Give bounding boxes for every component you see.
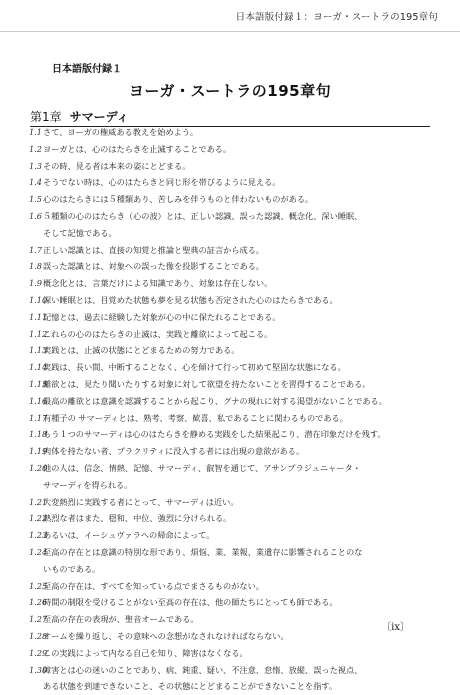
verse-number: 1.14 (29, 362, 48, 373)
chapter-title: サマーディ (69, 110, 129, 124)
header-divider (0, 31, 460, 32)
verse-number: 1.10 (29, 294, 48, 305)
verse-item (0, 426, 460, 443)
verse-text: 最高の離欲とは意識を認識することから起こり、グナの現れに対する渇望がないことである。 (43, 395, 387, 406)
verse-number: 1.29 (29, 647, 48, 658)
verse-number: 1.13 (29, 345, 48, 356)
verse-list (0, 124, 460, 695)
verse-text: 至高の存在とは意識の特別な形であり、煩悩、業、業報、業遺存に影響されることのな (43, 546, 363, 557)
verse-number: 1.28 (29, 630, 48, 641)
verse-item (0, 443, 460, 460)
verse-number: 1.6 (29, 210, 43, 221)
verse-item (0, 410, 460, 427)
verse-text: 肉体を持たない者、プラクリティに没入する者には出現の意欲がある。 (43, 446, 305, 457)
verse-number (0, 225, 43, 242)
verse-number: 1.25 (29, 580, 48, 591)
verse-number (0, 561, 43, 578)
verse-number: 1.17 (29, 412, 48, 423)
verse-text: そして記憶である。 (43, 227, 117, 238)
verse-text: 時間の制限を受けることがない至高の存在は、他の師たちにとっても師である。 (43, 597, 338, 608)
verse-item (0, 124, 460, 141)
verse-number: 1.2 (29, 143, 43, 154)
verse-item (0, 645, 460, 662)
verse-continuation (0, 678, 460, 695)
verse-text: ある状態を到達できないこと、その状態にとどまることができないことを指す。 (43, 681, 338, 692)
verse-text: もう１つのサマーディは心のはたらきを静める実践をした結果起こり、潜在印象だけを残す。 (43, 429, 386, 440)
verse-number: 1.3 (29, 160, 43, 171)
verse-number: 1.22 (29, 513, 48, 524)
verse-text: サマーディを得られる。 (43, 479, 133, 490)
verse-text: そうでない時は、心のはたらきと同じ形を帯びるように見える。 (43, 177, 281, 188)
verse-text: 記憶とは、過去に経験した対象が心の中に保たれることである。 (43, 311, 281, 322)
verse-item (0, 376, 460, 393)
verse-number: 1.9 (29, 278, 43, 289)
verse-number: 1.7 (29, 244, 43, 255)
verse-text: 離欲とは、見たり聞いたりする対象に対して欲望を持たないことを習得することである。 (43, 378, 371, 389)
verse-number: 1.20 (29, 462, 48, 473)
verse-number: 1.11 (29, 311, 48, 322)
verse-text: 有種子の サマーディとは、熟考、考察、歓喜、私であることに関わるものである。 (43, 412, 348, 423)
page-title: ヨーガ・スートラの195章句 (128, 82, 332, 100)
verse-item (0, 292, 460, 309)
verse-text: 大変熱烈に実践する者にとって、サマーディは近い。 (43, 496, 239, 507)
page-number: 〔ix〕 (381, 622, 410, 633)
verse-item (0, 242, 460, 259)
verse-text: あるいは、イーシュヴァラへの帰命によって。 (43, 530, 215, 541)
verse-number: 1.18 (29, 429, 48, 440)
verse-item (0, 510, 460, 527)
verse-number: 1.30 (29, 664, 48, 675)
verse-item (0, 527, 460, 544)
verse-text: さて、ヨーガの権威ある教えを始めよう。 (43, 127, 199, 137)
verse-item (0, 594, 460, 611)
verse-item (0, 460, 460, 477)
verse-number (0, 678, 43, 695)
verse-text: その時、見る者は本来の姿にとどまる。 (43, 160, 191, 171)
verse-text: この実践によって内なる自己を知り、障害はなくなる。 (43, 647, 248, 658)
verse-number: 1.15 (29, 378, 48, 389)
verse-text: 他の人は、信念、情熱、記憶、サマーディ、叡智を通じて、アサンプラジュニャータ・ (43, 462, 361, 473)
verse-item (0, 208, 460, 225)
verse-continuation (0, 561, 460, 578)
verse-text: オームを繰り返し、その意味への念想がなされなければならない。 (43, 630, 289, 641)
verse-number: 1.24 (29, 546, 48, 557)
verse-number: 1.16 (29, 395, 48, 406)
verse-text: ヨーガとは、心のはたらきを止滅することである。 (43, 143, 232, 154)
verse-text: 障害とは心の迷いのことであり、病、鈍重、疑い、不注意、怠惰、放縦、誤った視点、 (43, 664, 363, 675)
verse-item (0, 662, 460, 679)
verse-text: 至高の存在の表現が、聖音オームである。 (43, 614, 199, 625)
verse-continuation (0, 477, 460, 494)
verse-number: 1.26 (29, 597, 48, 608)
verse-text: いものである。 (43, 563, 101, 574)
verse-number: 1.27 (29, 614, 48, 625)
verse-text: 誤った認識とは、対象への誤った像を投影することである。 (43, 261, 265, 272)
verse-text: 実践とは、止滅の状態にとどまるための努力である。 (43, 345, 240, 356)
verse-text: 熱烈な者はまた、穏和、中位、強烈に分けられる。 (43, 513, 232, 524)
verse-item (0, 393, 460, 410)
verse-item (0, 275, 460, 292)
appendix-label: 日本語版付録１ (52, 64, 122, 75)
chapter-heading (30, 108, 430, 125)
verse-text: 概念化とは、言葉だけによる知識であり、対象は存在しない。 (43, 278, 273, 289)
verse-number: 1.8 (29, 261, 43, 272)
running-header: 日本語版付録１：ヨーガ・スートラの195章句 (235, 12, 438, 23)
verse-item (0, 544, 460, 561)
verse-item (0, 326, 460, 343)
verse-number (0, 477, 43, 494)
verse-number: 1.5 (29, 194, 43, 205)
verse-text: 正しい認識とは、直接の知覚と推論と聖典の証言から成る。 (43, 244, 265, 255)
verse-number: 1.12 (29, 328, 48, 339)
verse-text: ５種類の心のはたらき（心の波）とは、正しい認識、誤った認識、概念化、深い睡眠、 (43, 210, 363, 221)
verse-item (0, 174, 460, 191)
verse-item (0, 158, 460, 175)
chapter-number: 第1章 (30, 110, 62, 124)
verse-item (0, 258, 460, 275)
verse-text: 心のはたらきには５種類あり、苦しみを伴うものと伴わないものがある。 (43, 194, 314, 205)
verse-item (0, 494, 460, 511)
verse-item (0, 141, 460, 158)
verse-text: 深い睡眠とは、目覚めた状態も夢を見る状態も否定された心のはたらきである。 (43, 294, 338, 305)
verse-item (0, 359, 460, 376)
verse-number: 1.1 (29, 127, 43, 137)
verse-continuation (0, 225, 460, 242)
verse-number: 1.4 (29, 177, 43, 188)
verse-number: 1.23 (29, 530, 48, 541)
verse-number: 1.21 (29, 496, 48, 507)
verse-text: 至高の存在は、すべてを知っている点でまさるものがない。 (43, 580, 264, 591)
verse-text: 実践は、長い間、中断することなく、心を傾けて行って初めて堅固な状態になる。 (43, 362, 346, 373)
verse-number: 1.19 (29, 446, 48, 457)
verse-item (0, 191, 460, 208)
verse-item (0, 342, 460, 359)
verse-item (0, 309, 460, 326)
verse-item (0, 578, 460, 595)
verse-text: これらの心のはたらきの止滅は、実践と離欲によって起こる。 (43, 328, 273, 339)
